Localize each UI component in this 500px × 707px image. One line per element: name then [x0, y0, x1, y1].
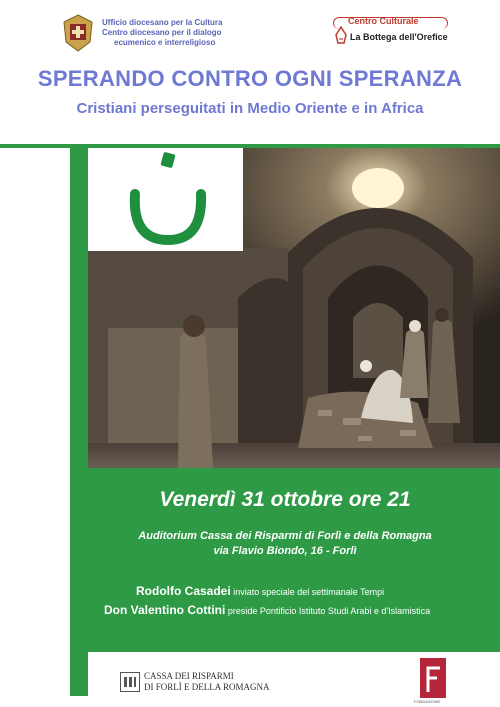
- speaker-line: [104, 603, 430, 617]
- cassa-name: DI FORLÌ E DELLA ROMAGNA: [144, 682, 270, 692]
- diocese-seal-icon: [62, 14, 94, 52]
- cassa-name: CASSA DEI RISPARMI: [144, 671, 234, 681]
- fondazione-label: FONDAZIONE: [414, 699, 441, 704]
- cassa-logo-icon: [120, 672, 140, 692]
- bottega-label: Centro Culturale: [348, 16, 419, 26]
- fondazione-logo-icon: [420, 658, 446, 698]
- office-line: Ufficio diocesano per la Cultura: [102, 18, 223, 27]
- speaker-role: preside Pontificio Istituto Studi Arabi e d'Islamistica: [227, 606, 431, 616]
- event-date: Venerdì 31 ottobre ore 21: [159, 488, 411, 511]
- nun-arabic-letter-icon: [88, 148, 243, 251]
- bottega-logo-icon: [334, 26, 348, 44]
- venue-name: Auditorium Cassa dei Risparmi di Forlì e della Romagna: [138, 530, 432, 542]
- bottega-name: La Bottega dell'Orefice: [350, 32, 448, 42]
- speaker-line: [136, 584, 384, 598]
- office-line: ecumenico e interreligioso: [114, 38, 216, 47]
- office-line: Centro diocesano per il dialogo: [102, 28, 222, 37]
- page-title: SPERANDO CONTRO OGNI SPERANZA: [37, 66, 463, 91]
- venue-address: via Flavio Biondo, 16 - Forlì: [213, 545, 357, 557]
- speaker-name: Don Valentino Cottini: [104, 603, 226, 617]
- page-subtitle: Cristiani perseguitati in Medio Oriente e in Africa: [76, 100, 424, 117]
- speaker-role: inviato speciale del settimanale Tempi: [233, 587, 385, 597]
- nun-symbol-box: [88, 148, 243, 251]
- speaker-name: Rodolfo Casadei: [136, 584, 231, 598]
